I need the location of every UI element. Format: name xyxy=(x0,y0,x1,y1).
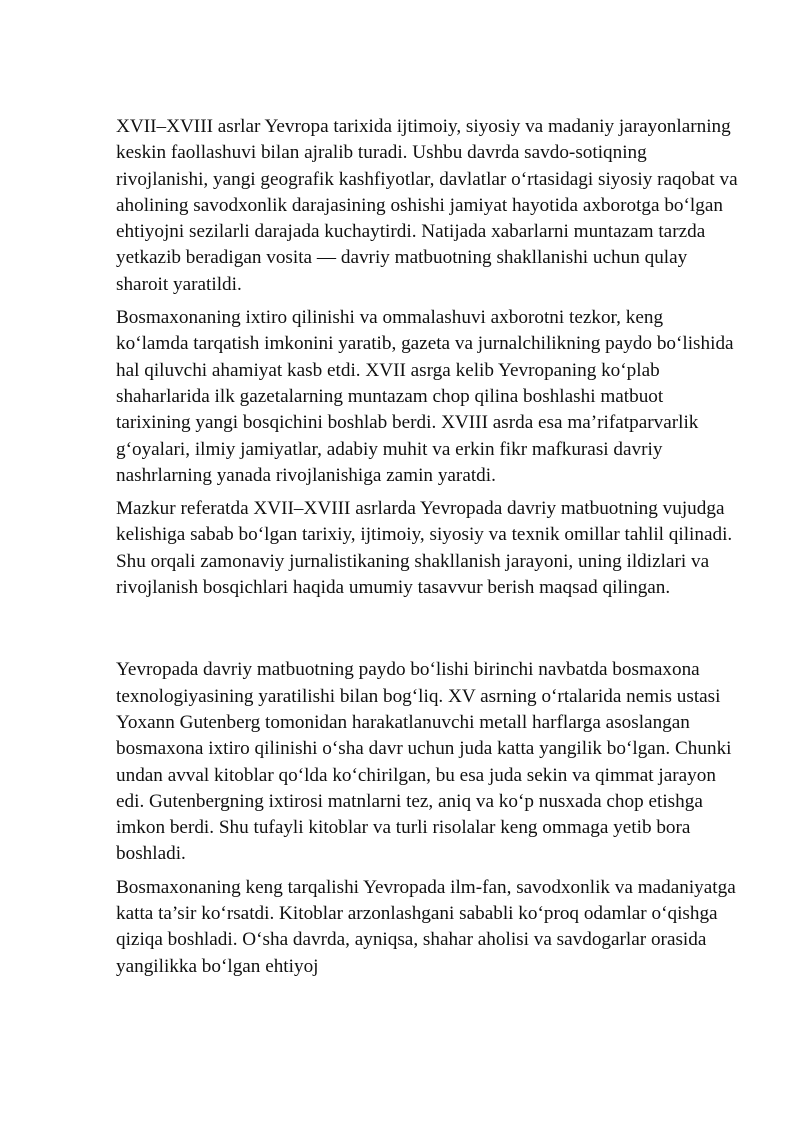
paragraph-body-1: Yevropada davriy matbuotning paydo bo‘lishi birinchi navbatda bosmaxona texnologiyasining yaratilishi bilan bog‘liq. XV asrning o‘rtalarida nemis ustasi Yoxann Gutenberg tomonidan harakatlanuvchi metall harflarga asoslangan bosmaxona ixtiro qilinishi o‘sha davr uchun juda katta yangilik bo‘lgan. Chunki undan avval kitoblar qo‘lda ko‘chirilgan, bu esa juda sekin va qimmat jarayon edi. Gutenbergning ixtirosi matnlarni tez, aniq va ko‘p nusxada chop etishga imkon berdi. Shu tufayli kitoblar va turli risolalar keng ommaga yetib bora boshladi. xyxy=(116,659,732,865)
paragraph-body-2: Bosmaxonaning keng tarqalishi Yevropada ilm-fan, savodxonlik va madaniyatga katta ta’sir ko‘rsatdi. Kitoblar arzonlashgani sababli ko‘proq odamlar o‘qishga qiziqa boshladi. O‘sha davrda, ayniqsa, shahar aholisi va savdogarlar orasida yangilikka bo‘lgan ehtiyoj xyxy=(116,876,736,977)
document-page xyxy=(116,114,740,987)
paragraph-intro-3: Mazkur referatda XVII–XVIII asrlarda Yevropada davriy matbuotning vujudga kelishiga sabab bo‘lgan tarixiy, ijtimoiy, siyosiy va texnik omillar tahlil qilinadi. Shu orqali zamonaviy jurnalistikaning shakllanish jarayoni, uning ildizlari va rivojlanish bosqichlari haqida umumiy tasavvur berish maqsad qilingan. xyxy=(116,498,733,599)
section-spacer xyxy=(116,608,740,657)
paragraph-intro-1: XVII–XVIII asrlar Yevropa tarixida ijtimoiy, siyosiy va madaniy jarayonlarning keskin faollashuvi bilan ajralib turadi. Ushbu davrda savdo-sotiqning rivojlanishi, yangi geografik kashfiyotlar, davlatlar o‘rtasidagi siyosiy raqobat va aholining savodxonlik darajasining oshishi jamiyat hayotida axborotga bo‘lgan ehtiyojni sezilarli darajada kuchaytirdi. Natijada xabarlarni muntazam tarzda yetkazib beradigan vosita — davriy matbuotning shakllanishi uchun qulay sharoit yaratildi. xyxy=(116,116,738,295)
paragraph-intro-2: Bosmaxonaning ixtiro qilinishi va ommalashuvi axborotni tezkor, keng ko‘lamda tarqatish imkonini yaratib, gazeta va jurnalchilikning paydo bo‘lishida hal qiluvchi ahamiyat kasb etdi. XVII asrga kelib Yevropaning ko‘plab shaharlarida ilk gazetalarning muntazam chop qilina boshlashi matbuot tarixining yangi bosqichini boshlab berdi. XVIII asrda esa ma’rifatparvarlik g‘oyalari, ilmiy jamiyatlar, adabiy muhit va erkin fikr mafkurasi davriy nashrlarning yanada rivojlanishiga zamin yaratdi. xyxy=(116,307,734,486)
